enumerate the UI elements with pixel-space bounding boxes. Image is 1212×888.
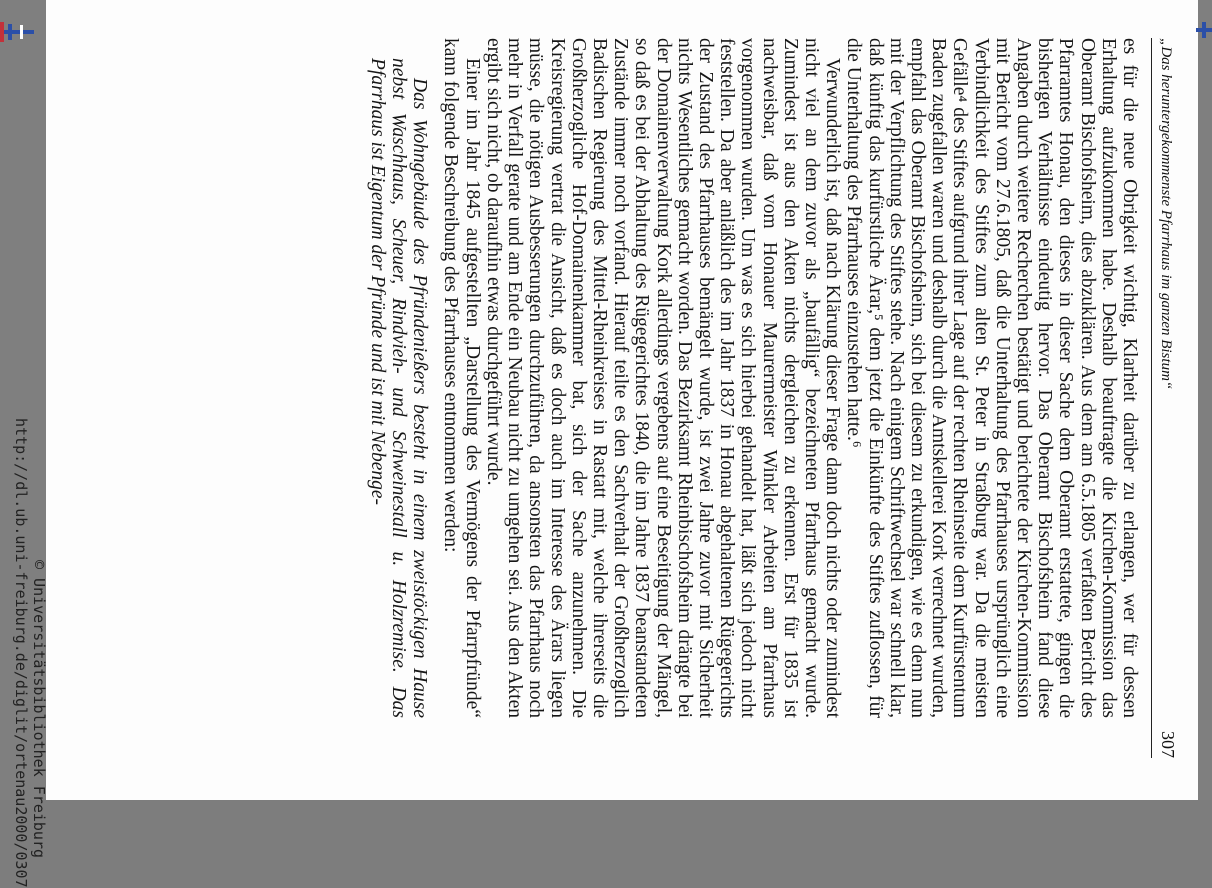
page-header [1151, 38, 1178, 758]
running-head: „Das heruntergekommenste Pfarrhaus im ganzen Bistum“ [1158, 38, 1174, 390]
source-credit: © Universitätsbibliothek Freiburg [30, 560, 48, 859]
quoted-paragraph: Das Wohngebäude des Pfründenießers besteht in einem zweistöckigen Hause nebst Waschhaus, Scheuer, Rindvieh- und Schweinestall u. Holzremise. Das Pfarrhaus ist Eigentum der Pfründe und ist mit Nebenge- [366, 58, 431, 718]
right-margin-strip [1198, 0, 1212, 800]
paragraph: es für die neue Obrigkeit wichtig, Klarheit darüber zu erlangen, wer für dessen Erhaltung aufzukommen habe. Deshalb beauftragte die Kirchen-Kommission das Oberamt Bischofsheim, dies abzuklären. Aus dem am 6.5.1805 verfaßten Bericht des Pfarramtes Honau, den dieses in dieser Sache dem Oberamt erstattete, gingen die bisherigen Verhältnisse eindeutig hervor. Das Oberamt Bischofsheim fand diese Angaben durch weitere Recherchen bestätigt und berichtete der Kirchen-Kommission mit Bericht vom 27.6.1805, daß die Unterhaltung des Pfarrhauses ursprünglich eine Verbindlichkeit des Stiftes zum alten St. Peter in Straßburg war. Da die meisten Gefälle⁴ des Stiftes aufgrund ihrer Lage auf der rechten Rheinseite dem Kurfürstentum Baden zugefallen waren und deshalb durch die Amtskellerei Kork verrechnet wurden, empfahl das Oberamt Bischofsheim, sich bei diesem zu erkundigen, wie es denn nun mit der Verpflichtung des Stiftes stehe. Nach einigem Schriftwechsel war schnell klar, daß künftig das kurfürstliche Ärar,⁵ dem jetzt die Einkünfte des Stiftes zuflossen, für die Unterhaltung des Pfarrhauses einzustehen hatte.⁶ [843, 38, 1140, 718]
scanned-page [46, 0, 1198, 800]
paragraph: Einer im Jahr 1845 aufgestellten „Darstellung des Vermögens der Pfarrpfründe“ kann folgende Beschreibung des Pfarrhauses entnommen werden: [440, 38, 483, 718]
source-url[interactable]: http://dl.ub.uni-freiburg.de/diglit/ortenau2000/0307 [12, 418, 30, 888]
source-url-vertical[interactable] [0, 0, 48, 888]
page-number: 307 [1158, 731, 1178, 758]
rotated-page-content [46, 0, 1198, 800]
body-text [367, 38, 1140, 718]
navigation-marker-icon[interactable] [1196, 22, 1212, 38]
paragraph: Verwunderlich ist, daß nach Klärung dieser Frage dann doch nichts oder zumindest nicht viel an dem zuvor als „baufällig“ bezeichneten Pfarrhaus gemacht wurde. Zumindest ist aus den Akten nichts dergleichen zu erkennen. Erst für 1835 ist nachweisbar, daß vom Honauer Maurermeister Winkler Arbeiten am Pfarrhaus vorgenommen wurden. Um was es sich hierbei gehandelt hat, läßt sich jedoch nicht feststellen. Da aber anläßlich des im Jahr 1837 in Honau abgehaltenen Rügegerichts der Zustand des Pfarrhauses bemängelt wurde, ist zwei Jahre zuvor mit Sicherheit nichts Wesentliches gemacht worden. Das Bezirksamt Rheinbischofsheim drängte bei der Domainenverwaltung Kork allerdings vergebens auf eine Beseitigung der Mängel, so daß es bei der Abhaltung des Rügegerichtes 1840, die im Jahre 1837 beanstandeten Zustände immer noch vorfand. Hierauf teilte es den Sachverhalt der Großherzoglich Badischen Regierung des Mittel-Rheinkreises in Rastatt mit, welche ihrerseits die Großherzogliche Hof-Domainenkammer bat, sich der Sache anzunehmen. Die Kreisregierung vertrat die Ansicht, daß es doch auch im Interesse des Ärars liegen müsse, die nötigen Ausbesserungen durchzuführen, da ansonsten das Pfarrhaus noch mehr in Verfall gerate und am Ende ein Neubau nicht zu umgehen sei. Aus den Akten ergibt sich nicht, ob daraufhin etwas durchgeführt wurde. [482, 38, 844, 718]
